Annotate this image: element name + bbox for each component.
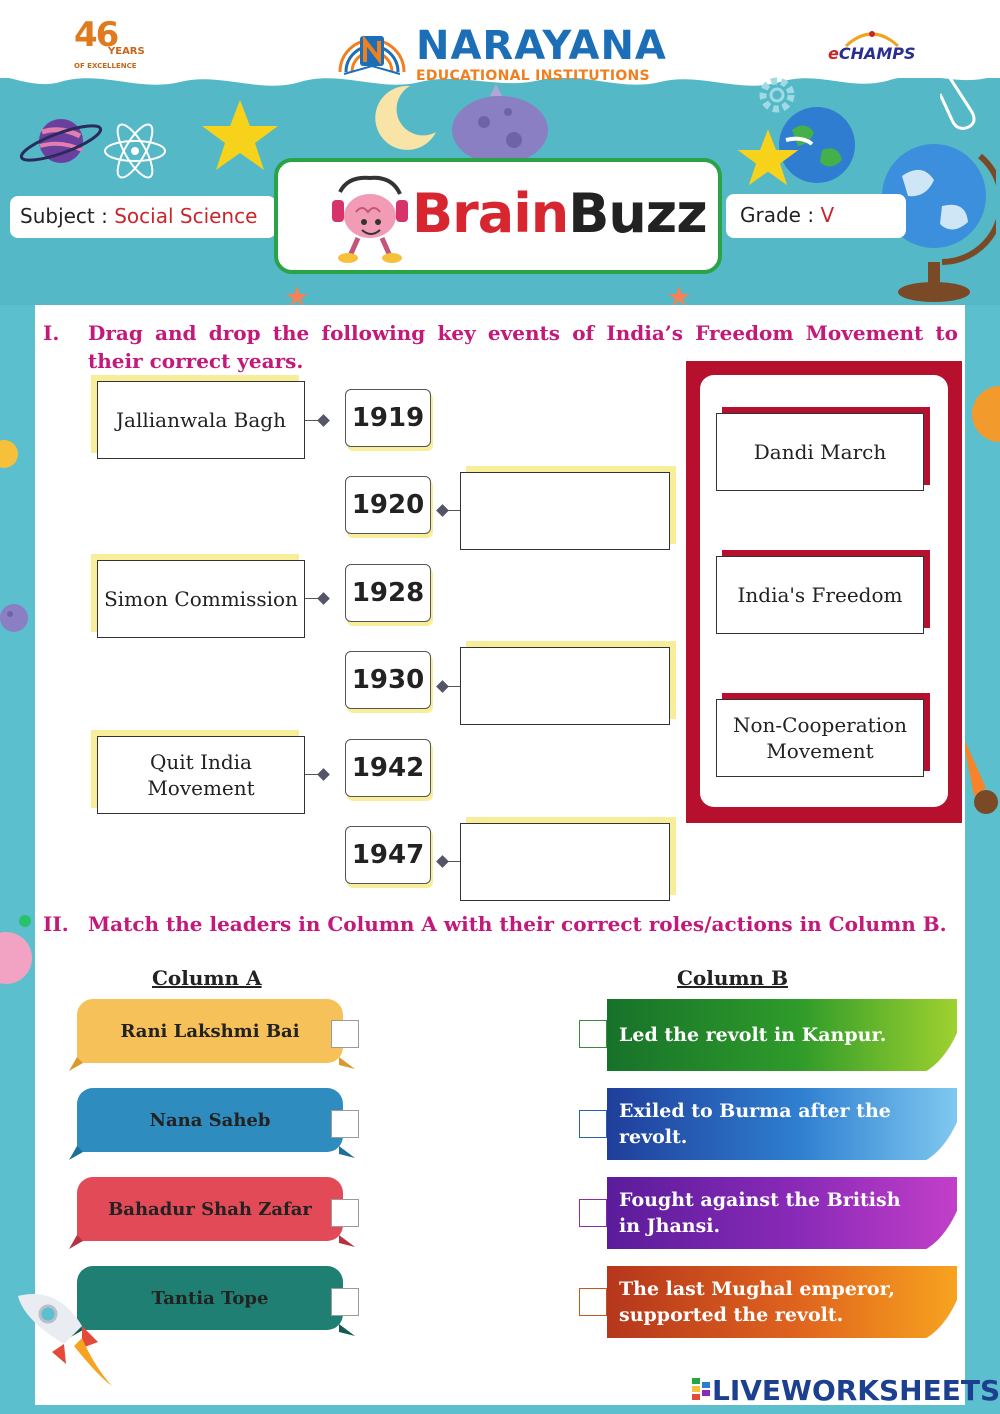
liveworksheets-logo[interactable]: [692, 1374, 1000, 1407]
role-card-kanpur: Led the revolt in Kanpur.: [607, 999, 957, 1071]
connector-line: [443, 686, 461, 687]
page-curl-icon: [923, 1211, 957, 1251]
tiny-star-left-icon: [286, 286, 308, 305]
brainbuzz-title: [412, 184, 707, 244]
left-yellow-dot-icon: [0, 438, 20, 470]
year-box-1919: 1919: [345, 389, 431, 447]
brain-mascot-icon: [328, 172, 412, 266]
leader-ribbon: [69, 1235, 355, 1251]
event-card-1919[interactable]: Jallianwala Bagh: [97, 381, 305, 459]
role-card-mughal-emperor: The last Mughal emperor, supported the revolt.: [607, 1266, 957, 1338]
brainbuzz-title-buzz: Buzz: [568, 182, 707, 245]
star-icon: [200, 96, 280, 176]
liveworksheets-mark-icon: [692, 1378, 710, 1406]
paperclip-icon: [940, 72, 984, 132]
connector-diamond-icon: [317, 592, 330, 605]
year-box-1930: 1930: [345, 651, 431, 709]
draggable-option-non-cooperation[interactable]: Non-Cooperation Movement: [716, 699, 924, 777]
right-orange-dot-icon: [968, 384, 1000, 444]
brainbuzz-title-brain: Brain: [412, 182, 569, 245]
grade-label-text: Grade :: [740, 203, 821, 227]
anniversary-logo: [74, 15, 145, 74]
connector-line: [443, 861, 461, 862]
green-dot-icon: [18, 914, 32, 928]
match-checkbox-a3[interactable]: [331, 1199, 359, 1227]
brand-name: NARAYANA: [416, 23, 667, 69]
header: [0, 0, 1000, 305]
page-curl-icon: [923, 1033, 957, 1073]
left-pink-dot-icon: [0, 930, 36, 986]
brand-subtitle: EDUCATIONAL INSTITUTIONS: [416, 68, 650, 84]
grade-value: V: [820, 203, 835, 227]
leader-ribbon: [69, 1057, 355, 1073]
match-checkbox-b4[interactable]: [579, 1288, 607, 1316]
page-curl-icon: [923, 1300, 957, 1340]
q2-heading: [35, 910, 965, 970]
match-checkbox-b3[interactable]: [579, 1199, 607, 1227]
column-b-heading: Column B: [677, 966, 788, 990]
match-checkbox-b1[interactable]: [579, 1020, 607, 1048]
leader-card-tantia-tope: Tantia Tope: [77, 1266, 343, 1330]
q1-text: Drag and drop the following key events of India’s Freedom Movement to their correct years.: [88, 321, 958, 373]
anniversary-number: 46: [74, 15, 118, 55]
subject-label-text: Subject :: [20, 204, 115, 228]
q1-number: I.: [43, 321, 60, 345]
event-card-1928[interactable]: Simon Commission: [97, 560, 305, 638]
role-card-burma: Exiled to Burma after the revolt.: [607, 1088, 957, 1160]
moon-icon: [370, 82, 440, 152]
connector-line: [443, 510, 461, 511]
drop-zone-1920[interactable]: [460, 472, 670, 550]
atom-icon: [100, 118, 170, 184]
leader-card-bahadur-shah-zafar: Bahadur Shah Zafar: [77, 1177, 343, 1241]
worksheet: [35, 305, 965, 1405]
options-inner: [700, 375, 948, 807]
match-checkbox-b2[interactable]: [579, 1110, 607, 1138]
draggable-option-dandi-march[interactable]: Dandi March: [716, 413, 924, 491]
match-checkbox-a4[interactable]: [331, 1288, 359, 1316]
brainbuzz-banner: [274, 158, 722, 274]
liveworksheets-text: LIVEWORKSHEETS: [712, 1374, 1000, 1407]
subject-value: Social Science: [114, 204, 258, 228]
year-box-1947: 1947: [345, 826, 431, 884]
options-panel: [686, 361, 962, 823]
connector-diamond-icon: [317, 414, 330, 427]
subject-label: [10, 196, 276, 238]
rocket-icon: [8, 1286, 118, 1390]
q2-text: Match the leaders in Column A with their correct roles/actions in Column B.: [88, 912, 947, 936]
drop-zone-1930[interactable]: [460, 647, 670, 725]
draggable-option-indias-freedom[interactable]: India's Freedom: [716, 556, 924, 634]
anniversary-excellence: OF EXCELLENCE: [74, 62, 137, 70]
match-checkbox-a1[interactable]: [331, 1020, 359, 1048]
drop-zone-1947[interactable]: [460, 823, 670, 901]
column-a-heading: Column A: [152, 966, 262, 990]
grade-label: [726, 194, 906, 238]
small-star-icon: [736, 126, 800, 190]
year-box-1942: 1942: [345, 739, 431, 797]
narayana-logo: [334, 14, 714, 84]
tiny-star-right-icon: [668, 286, 690, 305]
left-asteroid-icon: [0, 594, 34, 642]
year-box-1920: 1920: [345, 476, 431, 534]
narayana-emblem-icon: [334, 14, 410, 76]
page-curl-icon: [923, 1122, 957, 1162]
year-box-1928: 1928: [345, 564, 431, 622]
echamps-text: CHAMPS: [838, 44, 916, 63]
leader-card-nana-saheb: Nana Saheb: [77, 1088, 343, 1152]
anniversary-years: YEARS: [108, 46, 145, 57]
event-card-1942[interactable]: Quit India Movement: [97, 736, 305, 814]
asteroid-icon: [444, 84, 560, 164]
role-card-jhansi: Fought against the British in Jhansi.: [607, 1177, 957, 1249]
leader-card-rani-lakshmi-bai: Rani Lakshmi Bai: [77, 999, 343, 1063]
connector-diamond-icon: [317, 768, 330, 781]
q2-number: II.: [43, 912, 69, 936]
echamps-logo: [824, 28, 914, 68]
match-checkbox-a2[interactable]: [331, 1110, 359, 1138]
echamps-e: e: [828, 44, 839, 63]
leader-ribbon: [69, 1146, 355, 1162]
planet-icon: [18, 108, 104, 174]
